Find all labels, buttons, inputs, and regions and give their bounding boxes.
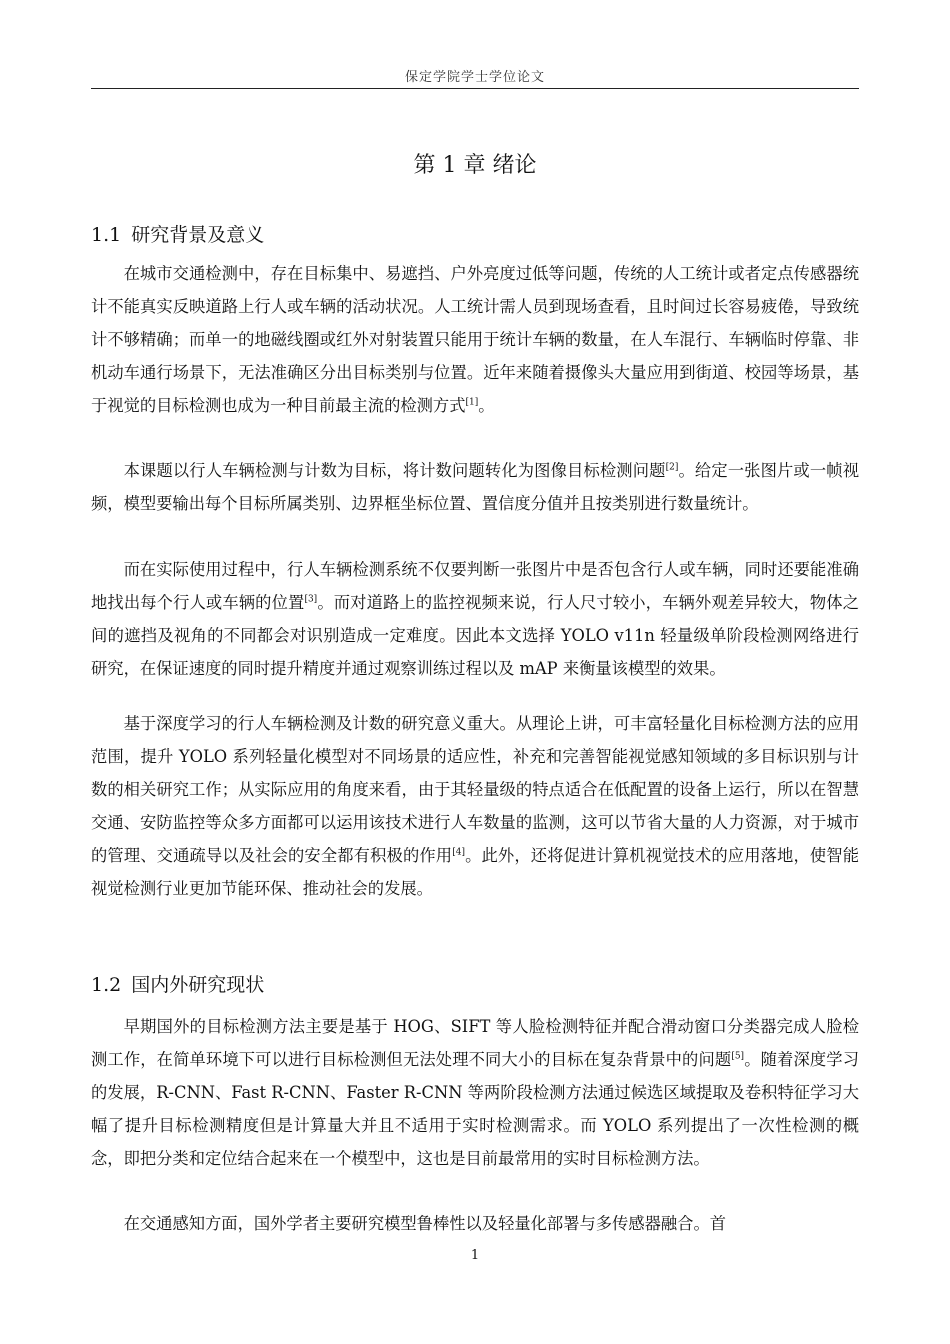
section-heading-1-1	[91, 220, 264, 247]
header-rule	[91, 88, 859, 89]
paragraph: 在城市交通检测中，存在目标集中、易遮挡、户外亮度过低等问题，传统的人工统计或者定点传感器统计不能真实反映道路上行人或车辆的活动状况。人工统计需人员到现场查看，且时间过长容易疲倦，导致统计不够精确；而单一的地磁线圈或红外对射装置只能用于统计车辆的数量，在人车混行、车辆临时停靠、非机动车通行场景下，无法准确区分出目标类别与位置。近年来随着摄像头大量应用到街道、校园等场景，基于视觉的目标检测也成为一种目前最主流的检测方式[1]。	[91, 264, 859, 415]
page-number: 1	[470, 1248, 480, 1263]
running-header: 保定学院学士学位论文	[404, 70, 545, 85]
citation-ref[interactable]: [2]	[665, 462, 679, 473]
section-number: 1.2	[91, 974, 122, 996]
citation-ref[interactable]: [1]	[465, 397, 479, 408]
citation-ref[interactable]: [5]	[731, 1051, 745, 1062]
citation-ref[interactable]: [3]	[304, 594, 318, 605]
paragraph: 基于深度学习的行人车辆检测及计数的研究意义重大。从理论上讲，可丰富轻量化目标检测方法的应用范围，提升 YOLO 系列轻量化模型对不同场景的适应性，补充和完善智能视觉感知领域的多目标识别与计数的相关研究工作；从实际应用的角度来看，由于其轻量级的特点适合在低配置的设备上运行，所以在智慧交通、安防监控等众多方面都可以运用该技术进行人车数量的监测，这可以节省大量的人力资源，对于城市的管理、交通疏导以及社会的安全都有积极的作用[4]。此外，还将促进计算机视觉技术的应用落地，使智能视觉检测行业更加节能环保、推动社会的发展。	[91, 714, 859, 898]
section-title-text: 研究背景及意义	[131, 224, 265, 246]
paragraph: 本课题以行人车辆检测与计数为目标，将计数问题转化为图像目标检测问题[2]。给定一张图片或一帧视频，模型要输出每个目标所属类别、边界框坐标位置、置信度分值并且按类别进行数量统计。	[91, 461, 859, 513]
section-heading-1-2	[91, 970, 264, 997]
chapter-title: 第 1 章 绪论	[413, 153, 537, 178]
section-title-text: 国内外研究现状	[131, 974, 265, 996]
paragraph: 在交通感知方面，国外学者主要研究模型鲁棒性以及轻量化部署与多传感器融合。首	[123, 1214, 727, 1233]
paragraph: 而在实际使用过程中，行人车辆检测系统不仅要判断一张图片中是否包含行人或车辆，同时还要能准确地找出每个行人或车辆的位置[3]。而对道路上的监控视频来说，行人尺寸较小，车辆外观差异较大，物体之间的遮挡及视角的不同都会对识别造成一定难度。因此本文选择 YOLO v11n 轻量级单阶段检测网络进行研究，在保证速度的同时提升精度并通过观察训练过程以及 mAP 来衡量该模型的效果。	[91, 560, 859, 678]
section-number: 1.1	[91, 224, 122, 246]
citation-ref[interactable]: [4]	[452, 847, 465, 858]
paragraph: 早期国外的目标检测方法主要是基于 HOG、SIFT 等人脸检测特征并配合滑动窗口分类器完成人脸检测工作，在简单环境下可以进行目标检测但无法处理不同大小的目标在复杂背景中的问题[5]。随着深度学习的发展，R-CNN、Fast R-CNN、Faster R-CNN 等两阶段检测方法通过候选区域提取及卷积特征学习大幅了提升目标检测精度但是计算量大并且不适用于实时检测需求。而 YOLO 系列提出了一次性检测的概念，即把分类和定位结合起来在一个模型中，这也是目前最常用的实时目标检测方法。	[91, 1017, 859, 1168]
